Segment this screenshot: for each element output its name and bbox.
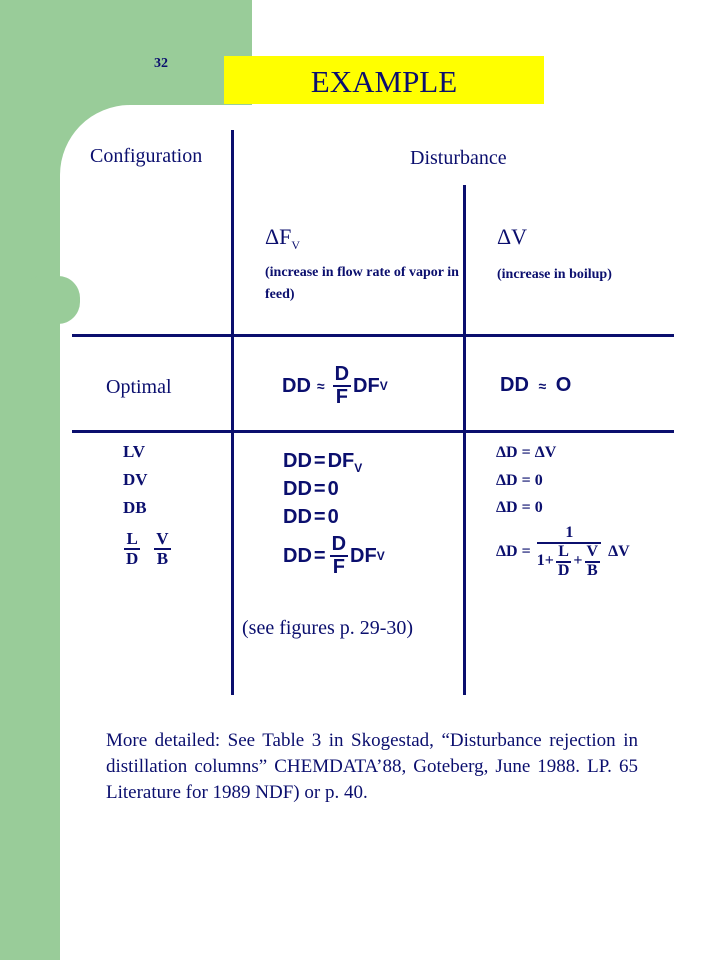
green-side-tab bbox=[20, 276, 80, 324]
see-figures-note: (see figures p. 29-30) bbox=[242, 617, 414, 639]
one-plus: 1+ bbox=[536, 552, 554, 570]
v-over-b bbox=[585, 544, 601, 580]
page-number: 32 bbox=[154, 56, 168, 71]
plus-sign: + bbox=[573, 552, 583, 570]
boilup-result-dv: ΔD = 0 bbox=[496, 472, 543, 489]
config-dv: DV bbox=[123, 470, 148, 489]
result-rhs: 0 bbox=[327, 478, 339, 500]
result-lhs: DD bbox=[283, 506, 312, 528]
ratio-v: V bbox=[156, 529, 169, 548]
equals-sign: = bbox=[313, 478, 326, 500]
config-db: DB bbox=[123, 498, 147, 517]
optimal-label: Optimal bbox=[106, 376, 172, 398]
flow-result-dv bbox=[283, 478, 339, 501]
d-letter: D bbox=[557, 561, 570, 579]
ratio-d: D bbox=[126, 548, 139, 568]
fraction-numerator: D bbox=[334, 363, 350, 385]
big-numerator: 1 bbox=[537, 525, 601, 544]
config-ratio bbox=[122, 530, 173, 568]
grid-vertical-line-1 bbox=[231, 130, 234, 695]
grid-vertical-line-2 bbox=[463, 185, 466, 695]
fraction-denominator: F bbox=[332, 556, 345, 578]
boilup-result-ratio bbox=[496, 525, 630, 579]
equals-sign: = bbox=[313, 506, 326, 528]
flow-result-db bbox=[283, 506, 339, 529]
fraction-denominator: F bbox=[335, 386, 348, 408]
ratio-v-over-b bbox=[154, 530, 170, 568]
v-letter: V bbox=[585, 544, 601, 563]
equals-sign: = bbox=[313, 544, 326, 567]
disturbance-header: Disturbance bbox=[410, 147, 507, 169]
result-subscript: V bbox=[354, 461, 363, 475]
l-letter: L bbox=[556, 544, 571, 563]
delta-v: ΔV bbox=[608, 543, 630, 561]
delta-f-subscript: V bbox=[291, 238, 301, 252]
disturbance-flow-symbol bbox=[265, 224, 300, 253]
grid-horizontal-line-1 bbox=[72, 334, 674, 337]
slide-title: EXAMPLE bbox=[224, 56, 544, 104]
disturbance-boilup-description: (increase in boilup) bbox=[497, 267, 612, 282]
optimal-flow-fraction bbox=[333, 364, 351, 408]
optimal-flow-lhs: DD bbox=[282, 374, 311, 397]
optimal-flow-formula bbox=[282, 364, 388, 408]
equals-sign: = bbox=[313, 450, 326, 472]
delta-f-symbol: ΔF bbox=[265, 224, 292, 249]
ratio-l: L bbox=[126, 529, 138, 548]
disturbance-boilup-symbol: ΔV bbox=[497, 224, 528, 249]
ratio-l-over-d bbox=[124, 530, 140, 568]
optimal-boilup-formula bbox=[500, 374, 571, 397]
optimal-flow-df: DF bbox=[353, 374, 380, 397]
top-green-block bbox=[0, 0, 252, 105]
optimal-boilup-rhs: O bbox=[555, 374, 572, 396]
result-lhs: DD bbox=[283, 450, 312, 472]
boilup-result-lv: ΔD = ΔV bbox=[496, 444, 557, 461]
result-rhs: DF bbox=[327, 450, 355, 472]
configuration-header: Configuration bbox=[90, 145, 203, 167]
approx-symbol: ≈ bbox=[316, 378, 325, 394]
big-denominator bbox=[535, 544, 604, 580]
b-letter: B bbox=[586, 561, 598, 579]
result-lhs: DD bbox=[283, 544, 312, 567]
result-subscript: V bbox=[376, 549, 385, 563]
result-lhs: DD bbox=[283, 478, 312, 500]
disturbance-flow-description: (increase in flow rate of vapor in feed) bbox=[265, 265, 459, 302]
white-rounded-corner bbox=[60, 105, 203, 245]
footer-paragraph: More detailed: See Table 3 in Skogestad, “Disturbance rejection in distillation columns” CHEMDATA’88, Goteberg, June 1988. LP. 65 Literature for 1989 NDF) or p. 40. bbox=[106, 730, 638, 803]
approx-symbol: ≈ bbox=[538, 378, 547, 394]
ratio-b: B bbox=[156, 548, 169, 568]
result-rhs: 0 bbox=[327, 506, 339, 528]
boilup-result-db: ΔD = 0 bbox=[496, 499, 543, 516]
optimal-boilup-lhs: DD bbox=[500, 374, 529, 396]
fraction-numerator: D bbox=[331, 533, 347, 555]
left-green-bar bbox=[0, 0, 60, 960]
result-df: DF bbox=[350, 544, 377, 567]
result-fraction bbox=[330, 534, 348, 578]
config-lv: LV bbox=[123, 442, 146, 461]
boilup-big-fraction bbox=[535, 525, 604, 579]
flow-result-lv bbox=[283, 450, 362, 475]
optimal-flow-subscript: V bbox=[379, 379, 388, 393]
l-over-d bbox=[556, 544, 572, 580]
flow-result-ratio bbox=[283, 534, 385, 578]
result-lhs: ΔD = bbox=[496, 543, 531, 561]
grid-horizontal-line-2 bbox=[72, 430, 674, 433]
